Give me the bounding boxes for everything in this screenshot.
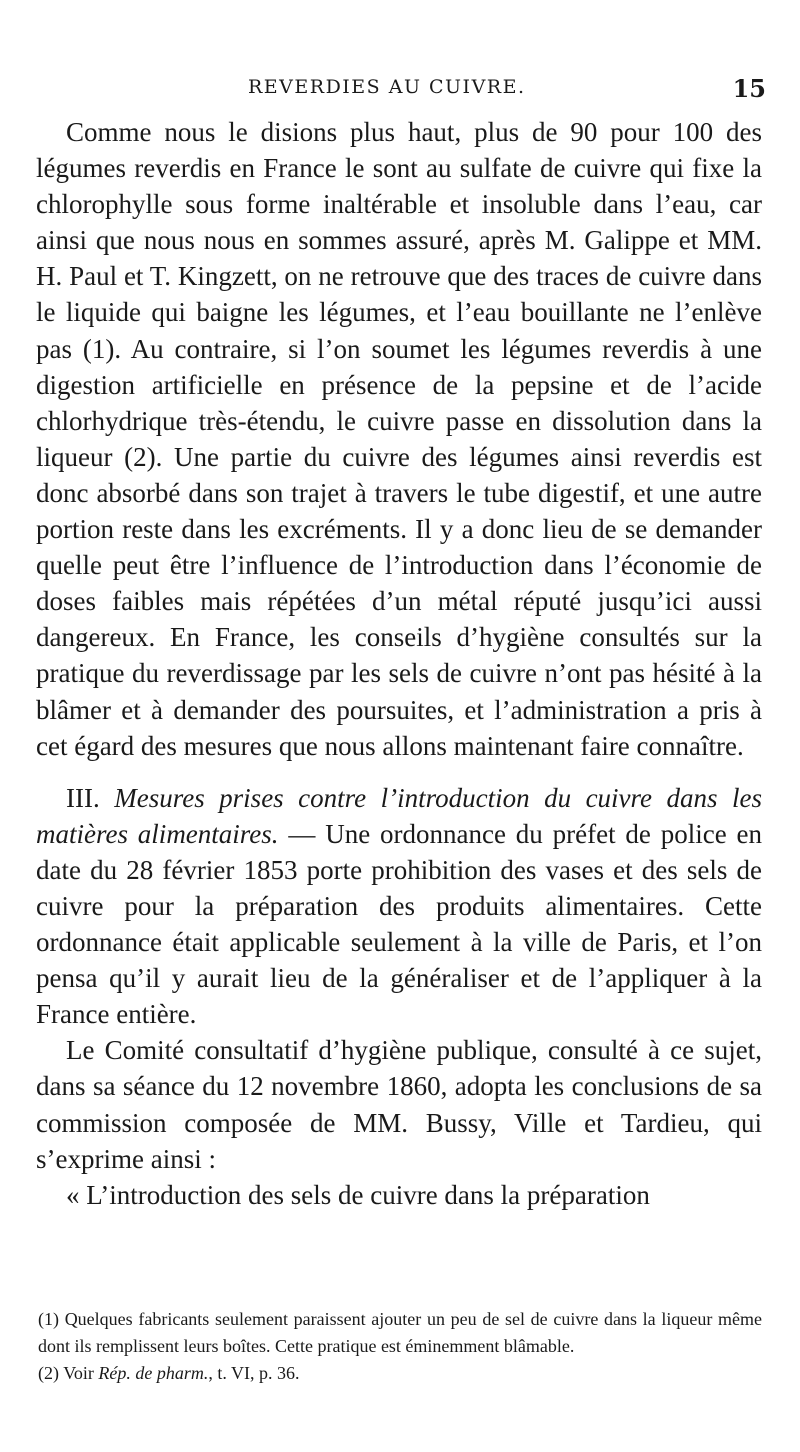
section-heading: Mesures prises contre l’introduction du cuivre dans les matières alimentaires. [36, 782, 762, 849]
footnote-1 [38, 1306, 762, 1360]
body-text [36, 114, 762, 1213]
paragraph-1: Comme nous le disions plus haut, plus de 90 pour 100 des légumes reverdis en France le sont au sulfate de cuivre qui fixe la chlorophylle sous forme inaltérable et insoluble dans l’eau, car ainsi que nous nous en sommes assuré, après M. Galippe et MM. H. Paul et T. Kingzett, on ne retrouve que des traces de cuivre dans le liquide qui baigne les légumes, et l’eau bouillante ne l’enlève pas (1). Au contraire, si l’on soumet les légumes reverdis à une digestion artificielle en présence de la pepsine et de l’acide chlorhydrique très-étendu, le cuivre passe en dissolution dans la liqueur (2). Une partie du cuivre des légumes ainsi reverdis est donc absorbé dans son trajet à travers le tube digestif, et une autre portion reste dans les excréments. Il y a donc lieu de se demander quelle peut être l’influence de l’introduction dans l’économie de doses faibles mais répétées d’un métal réputé jusqu’ici aussi dangereux. En France, les conseils d’hygiène consultés sur la pratique du reverdissage par les sels de cuivre n’ont pas hésité à la blâmer et à demander des poursuites, et l’administration a pris à cet égard des mesures que nous allons maintenant faire connaître. [36, 117, 762, 761]
footnotes [38, 1306, 762, 1387]
paragraph-4-quote: « L’introduction des sels de cuivre dans la préparation [66, 1179, 650, 1210]
footnote-2 [38, 1360, 762, 1387]
paragraph-3: Le Comité consultatif d’hygiène publique, consulté à ce sujet, dans sa séance du 12 novembre 1860, adopta les conclusions de sa commission composée de MM. Bussy, Ville et Tardieu, qui s’exprime ainsi : [36, 1035, 762, 1174]
section-paragraph [36, 780, 762, 1033]
footnote-2-source: Rép. de pharm. [98, 1363, 209, 1383]
footnote-2-suffix: , t. VI, p. 36. [208, 1363, 300, 1383]
running-title: REVERDIES AU CUIVRE. [248, 76, 526, 98]
footnote-2-marker: (2) [38, 1363, 59, 1383]
page-header [0, 74, 800, 104]
footnote-1-text: Quelques fabricants seulement paraissent ajouter un peu de sel de cuivre dans la liqueur même dont ils remplissent leurs boîtes. Cette pratique est éminemment blâmable. [38, 1309, 762, 1356]
section-number: III. [66, 782, 100, 813]
page-number: 15 [732, 74, 766, 103]
section-text: — Une ordonnance du préfet de police en date du 28 février 1853 porte prohibition des vases et des sels de cuivre pour la préparation des produits alimentaires. Cette ordonnance était applicable seulement à la ville de Paris, et l’on pensa qu’il y aurait lieu de la généraliser et de l’appliquer à la France entière. [36, 818, 762, 1030]
footnote-1-marker: (1) [38, 1309, 59, 1329]
footnote-2-prefix: Voir [63, 1363, 94, 1383]
